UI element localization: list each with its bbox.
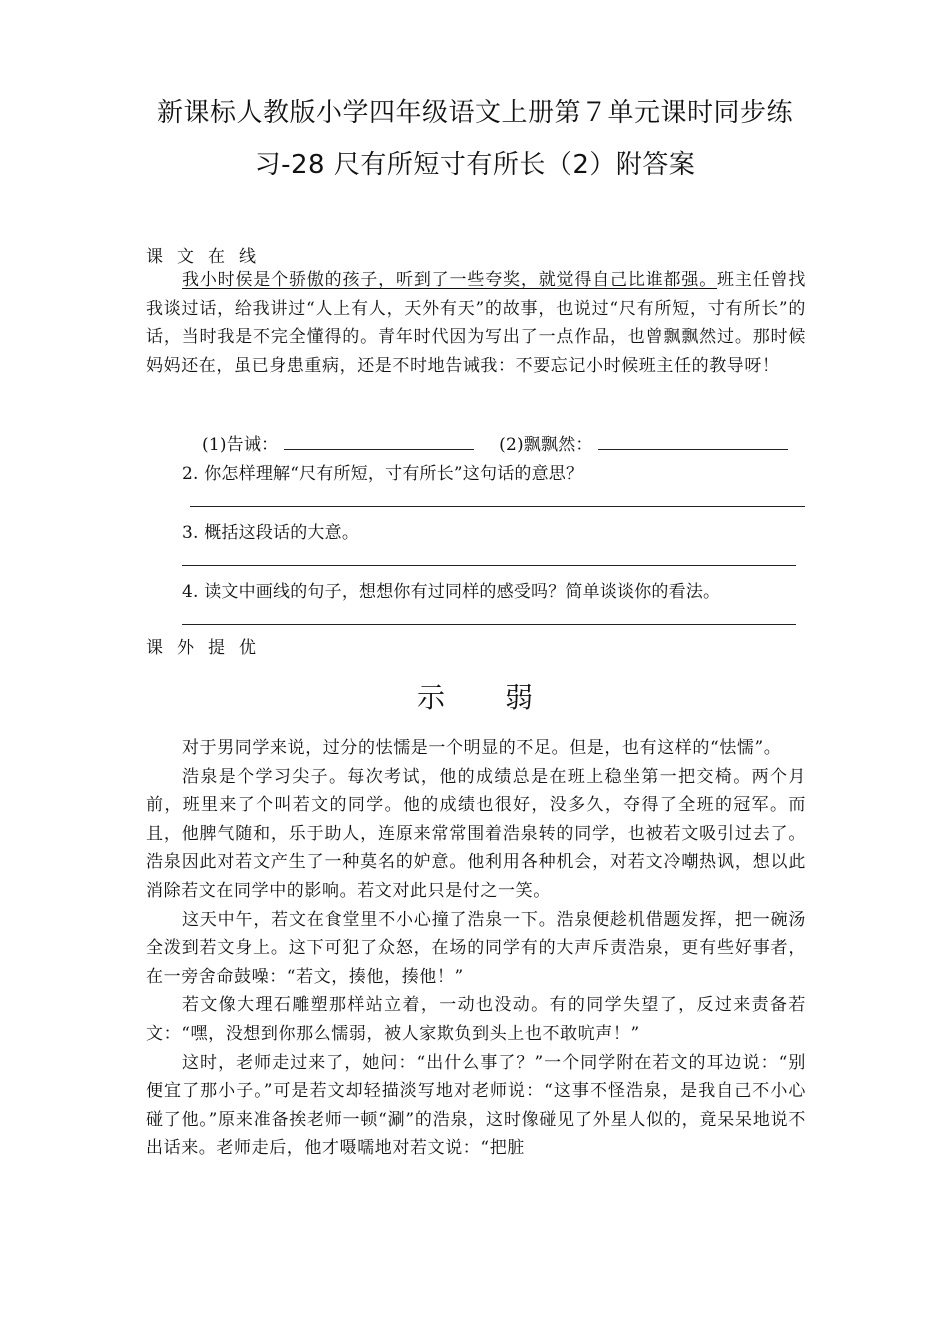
answer-line-4[interactable] <box>182 624 796 625</box>
story-paragraph-3: 这天中午，若文在食堂里不小心撞了浩泉一下。浩泉便趁机借题发挥，把一碗汤全泼到若文身上。这下可犯了众怒，在场的同学有的大声斥责浩泉，更有些好事者，在一旁舍命鼓噪：“若文，揍他，揍他！” <box>146 909 806 987</box>
underlined-sentence: 我小时侯是个骄傲的孩子，听到了一些夸奖，就觉得自己比谁都强。 <box>182 270 718 290</box>
question-4: 4. 读文中画线的句子，想想你有过同样的感受吗？简单谈谈你的看法。 <box>182 582 721 602</box>
answer-blank-1a[interactable] <box>284 448 474 450</box>
question-1a-label: (1)告诫： <box>202 435 279 455</box>
document-title-line1: 新课标人教版小学四年级语文上册第７单元课时同步练 <box>156 98 793 128</box>
section-heading-kewai: 课外提优 <box>146 638 270 658</box>
story-paragraph-2: 浩泉是个学习尖子。每次考试，他的成绩总是在班上稳坐第一把交椅。两个月前，班里来了个叫若文的同学。他的成绩也很好，没多久，夺得了全班的冠军。而且，他脾气随和，乐于助人，连原来常常围着浩泉转的同学，也被若文吸引过去了。浩泉因此对若文产生了一种莫名的妒意。他利用各种机会，对若文冷嘲热讽，想以此消除若文在同学中的影响。若文对此只是付之一笑。 <box>146 766 806 901</box>
document-title-line2: 习-28 尺有所短寸有所长（2）附答案 <box>254 150 696 180</box>
question-1 <box>202 430 788 455</box>
question-2: 2. 你怎样理解“尺有所短，寸有所长”这句话的意思？ <box>182 464 584 484</box>
story-title: 示弱 <box>416 681 593 714</box>
question-1b-label: (2)飘飘然： <box>499 435 593 455</box>
passage-text-a: 班主 <box>717 270 753 290</box>
story-body <box>0 734 950 1163</box>
answer-blank-1b[interactable] <box>598 448 788 450</box>
lesson-passage <box>146 266 806 380</box>
story-paragraph-1: 对于男同学来说，过分的怯懦是一个明显的不足。但是，也有这样的“怯懦”。 <box>182 738 782 758</box>
story-paragraph-5: 这时，老师走过来了，她问：“出什么事了？”一个同学附在若文的耳边说：“别便宜了那小子。”可是若文却轻描淡写地对老师说：“这事不怪浩泉，是我自己不小心碰了他。”原来准备挨老师一顿“涮”的浩泉，这时像碰见了外星人似的，竟呆呆地说不出话来。老师走后，他才嗫嚅地对若文说：“把脏 <box>146 1052 806 1159</box>
story-paragraph-4: 若文像大理石雕塑那样站立着，一动也没动。有的同学失望了，反过来责备若文：“嘿，没想到你那么懦弱，被人家欺负到头上也不敢吭声！” <box>146 995 806 1044</box>
answer-line-3[interactable] <box>182 565 796 566</box>
section-heading-kewen: 课文在线 <box>146 247 270 267</box>
question-3: 3. 概括这段话的大意。 <box>182 523 360 543</box>
answer-line-2[interactable] <box>190 506 805 507</box>
passage-text-b: 任曾找我谈过话，给我讲过“人上有人，天外有天”的故事，也说过“尺有所短，寸有所长”的话，当时我是不完全懂得的。青年时代因为写出了一点作品，也曾飘飘然过。那时候妈妈还在，虽已身患重病，还是不时地告诫我：不要忘记小时候班主任的教导呀！ <box>146 270 806 376</box>
